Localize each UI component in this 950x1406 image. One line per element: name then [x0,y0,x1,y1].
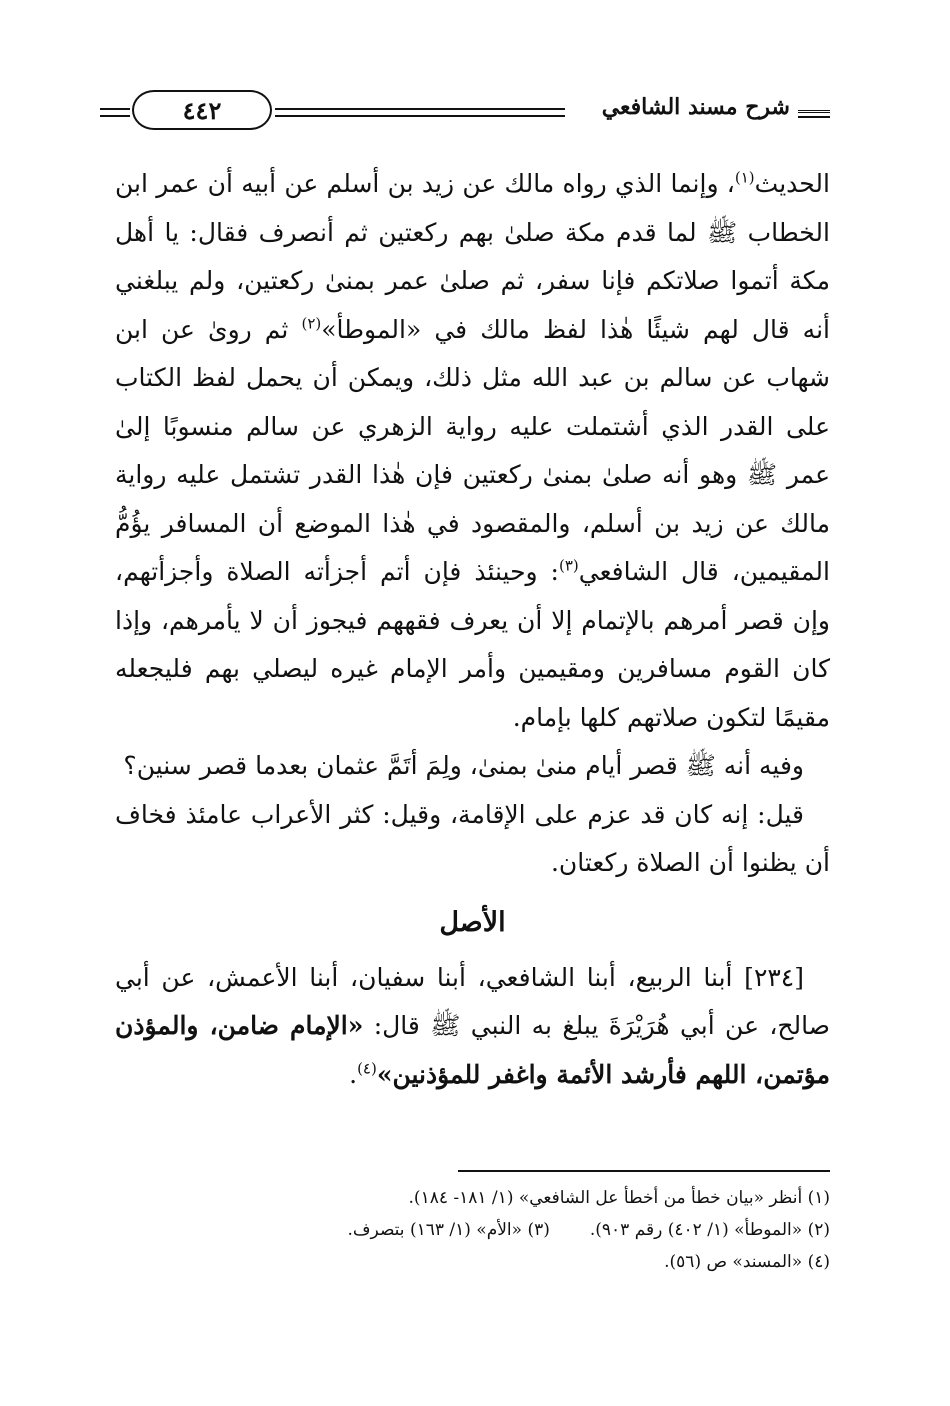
footnotes [115,1182,830,1278]
running-title: شرح مسند الشافعي [601,94,790,120]
header-rule-right [798,110,830,118]
section-heading: الأصل [439,906,506,938]
header-rule-middle [275,108,565,117]
footnote-row-2-3 [115,1214,830,1246]
paragraph-3: قيل: إنه كان قد عزم على الإقامة، وقيل: كثر الأعراب عامئذ فخاف أن يظنوا أن الصلاة ركعتان. [115,799,830,877]
header-rule-left [100,108,130,117]
page-header [100,88,830,136]
body-text [115,160,830,1099]
footnote-ref-2[interactable]: (٢) [301,314,322,333]
text-run: : وحينئذ فإن أتم أجزأته الصلاة وأجزأتهم، وإن قصر أمرهم بالإتمام إلا أن يعرف فقههم فيجوز أن لا يأمرهم، وإذا كان القوم مسافرين ومقيمين وأمر الإمام غيره ليصلي بهم فليجعله مقيمًا لتكون صلاتهم كلها بإمام. [115,557,830,732]
footnote-ref-3[interactable]: (٣) [558,556,579,575]
footnote-separator [458,1170,830,1172]
paragraph-2: وفيه أنه ﷺ قصر أيام منىٰ بمنىٰ، ولِمَ أتَمَّ عثمان بعدما قصر سنين؟ [123,751,804,780]
text-run: . [349,1059,358,1089]
paragraph-4 [115,954,830,1100]
text-run: الحديث [754,169,830,198]
page-number: ٤٤٢ [132,90,272,130]
hadith-quote: «الإمام ضامن، والمؤذن مؤتمن، اللهم فأرشد الأئمة واغفر للمؤذنين» [115,1011,830,1089]
footnote-ref-1[interactable]: (١) [734,168,755,187]
footnote-3: (٣) «الأم» (١/ ١٦٣) بتصرف. [347,1220,550,1240]
text-run: ثم روىٰ عن ابن شهاب عن سالم بن عبد الله مثل ذلك، ويمكن أن يحمل لفظ الكتاب على القدر الذي أشتملت عليه رواية الزهري عن سالم منسوبًا إلىٰ عمر ﷺ وهو أنه صلىٰ بمنىٰ ركعتين فإن هٰذا القدر تشتمل عليه رواية مالك عن زيد بن أسلم، والمقصود في هٰذا الموضع أن المسافر يؤُمُّ المقيمين، قال الشافعي [115,314,830,586]
footnote-gap [550,1214,590,1246]
footnote-4: (٤) «المسند» ص (٥٦). [664,1252,830,1272]
paragraph-1 [115,160,830,742]
footnote-1: (١) أنظر «بيان خطأ من أخطأ عل الشافعي» (١/ ١٨١- ١٨٤). [408,1188,830,1208]
footnote-2: (٢) «الموطأ» (١/ ٤٠٢) رقم ٩٠٣). [589,1220,830,1240]
text-run: [٢٣٤] أبنا الربيع، أبنا الشافعي، أبنا سفيان، أبنا الأعمش، عن أبي صالح، عن أبي هُرَيْرَةَ يبلغ به النبي ﷺ قال: [115,962,831,1040]
footnote-ref-4[interactable]: (٤) [357,1059,377,1078]
text-run: ، وإنما الذي رواه مالك عن زيد بن أسلم عن أبيه أن عمر ابن الخطاب ﷺ لما قدم مكة صلىٰ بهم ركعتين ثم أنصرف فقال: يا أهل مكة أتموا صلاتكم فإنا سفر، ثم صلىٰ عمر بمنىٰ ركعتين، ولم يبلغني أنه قال لهم شيئًا هٰذا لفظ مالك في «الموطأ» [115,169,830,344]
